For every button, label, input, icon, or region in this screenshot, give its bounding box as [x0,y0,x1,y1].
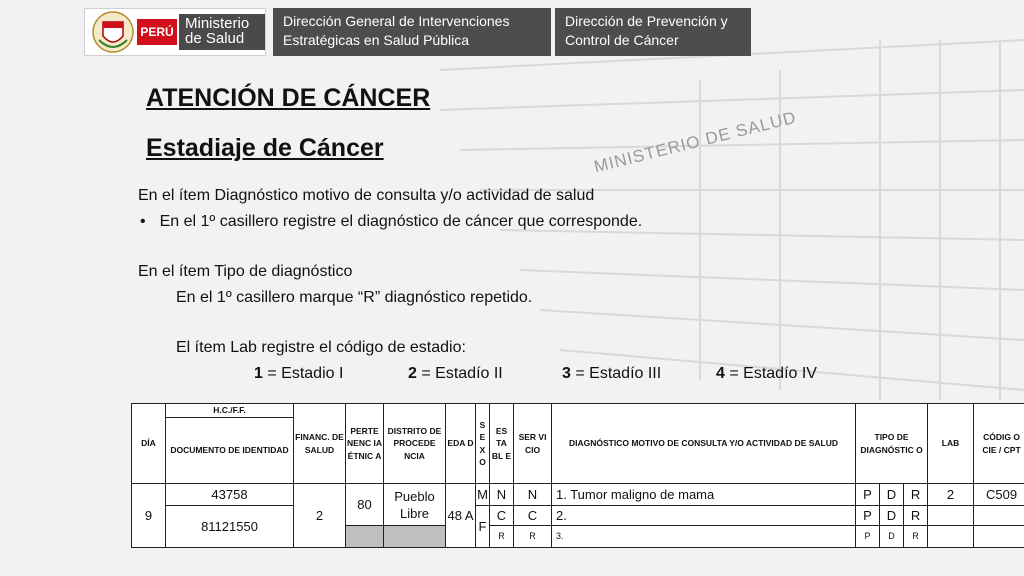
cell-lab-3 [928,526,974,548]
header-edad: EDA D [446,404,476,484]
table-row [132,506,1024,526]
cell-pertenencia: 80 [346,484,384,526]
cell-dia: 9 [132,484,166,548]
cell-d-3: D [880,526,904,548]
cell-d-2: D [880,506,904,526]
header-directorate-2: Dirección de Prevención y Control de Cáncer [555,8,751,56]
cell-lab-1: 2 [928,484,974,506]
cell-edad: 48 A [446,484,476,548]
cell-diag-1: 1. Tumor maligno de mama [552,484,856,506]
registration-table [131,403,1021,548]
header-tipo: TIPO DE DIAGNÓSTIC O [856,404,928,484]
instruction-line-1: En el ítem Diagnóstico motivo de consulta y/o actividad de salud [138,187,595,204]
cell-hc: 43758 [166,484,294,506]
cell-code-3 [974,526,1024,548]
stage-3: 3 = Estadío III [562,364,662,382]
cell-p-3: P [856,526,880,548]
ministry-name: Ministerio de Salud [179,14,265,50]
cell-d-1: D [880,484,904,506]
cell-diag-2: 2. [552,506,856,526]
stage-4: 4 = Estadío IV [716,364,817,382]
cell-diag-3: 3. [552,526,856,548]
instruction-line-5: El ítem Lab registre el código de estadio: [176,339,466,356]
stage-codes [138,361,858,387]
cell-r-2: R [904,506,928,526]
cell-p-2: P [856,506,880,526]
stage-2: 2 = Estadío II [408,364,503,382]
cell-code-2 [974,506,1024,526]
header-lab: LAB [928,404,974,484]
instructions [138,183,858,386]
page-subtitle: Estadiaje de Cáncer [146,134,384,162]
header-financ: FINANC. DE SALUD [294,404,346,484]
stage-1: 1 = Estadio I [254,364,344,382]
cell-code-1: C509 [974,484,1024,506]
cell-documento: 81121550 [166,506,294,548]
cell-r-1: R [904,484,928,506]
cell-serv-3: R [514,526,552,548]
header-dia: DÍA [132,404,166,484]
instruction-bullet [138,209,858,235]
cell-lab-2 [928,506,974,526]
cell-financ: 2 [294,484,346,548]
header-distrito: DISTRITO DE PROCEDE NCIA [384,404,446,484]
instruction-line-3: En el ítem Tipo de diagnóstico [138,263,353,280]
cell-estab-1: N [490,484,514,506]
cell-p-1: P [856,484,880,506]
page-title: ATENCIÓN DE CÁNCER [146,84,431,112]
cell-pertenencia-empty [346,526,384,548]
ministry-logo [84,8,266,56]
cell-distrito-empty [384,526,446,548]
header-bar [0,0,1024,62]
header-hcff: H.C./F.F. [166,404,294,418]
cell-distrito: Pueblo Libre [384,484,446,526]
coat-of-arms-icon [91,10,135,54]
header-estab: ES TA BL E [490,404,514,484]
cell-serv-1: N [514,484,552,506]
cell-sexo-2: F [476,506,490,548]
cell-estab-2: C [490,506,514,526]
header-codigo: CÓDIG O CIE / CPT [974,404,1024,484]
instruction-line-4: En el 1º casillero marque “R” diagnóstico repetido. [176,288,533,306]
cell-estab-3: R [490,526,514,548]
header-diagnostico: DIAGNÓSTICO MOTIVO DE CONSULTA Y/O ACTIVIDAD DE SALUD [552,404,856,484]
cell-sexo: M [476,484,490,506]
header-servicio: SER VI CIO [514,404,552,484]
header-directorate-1: Dirección General de Intervenciones Estratégicas en Salud Pública [273,8,551,56]
table-row [132,484,1024,506]
header-sexo: S E X O [476,404,490,484]
cell-serv-2: C [514,506,552,526]
watermark: MINISTERIO DE SALUD [592,107,799,177]
header-documento: DOCUMENTO DE IDENTIDAD [166,418,294,484]
header-pertenencia: PERTE NENC IA ÉTNIC A [346,404,384,484]
cell-r-3: R [904,526,928,548]
peru-label: PERÚ [137,19,177,45]
instruction-line-2: En el 1º casillero registre el diagnóstico de cáncer que corresponde. [159,212,643,230]
